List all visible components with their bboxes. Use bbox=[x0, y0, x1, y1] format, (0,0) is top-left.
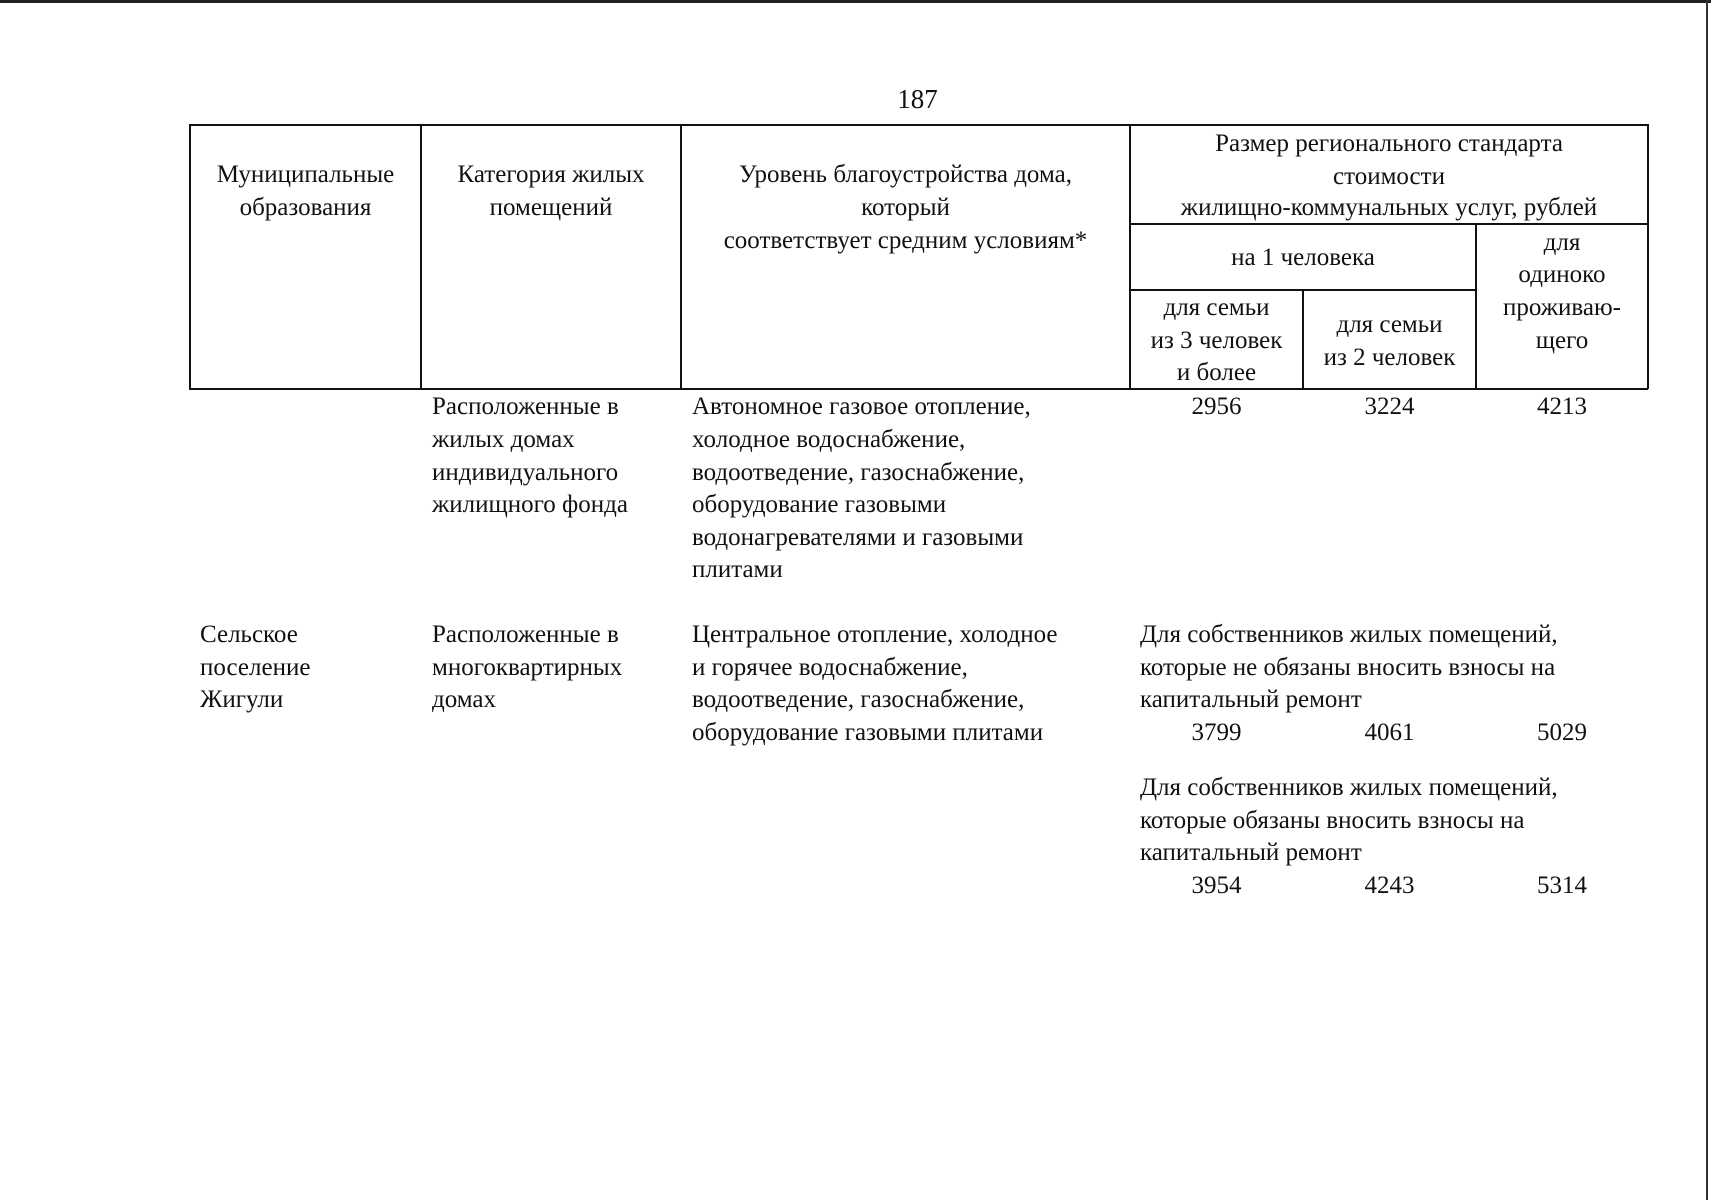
header-single-line4: щего bbox=[1535, 327, 1589, 354]
row2-municipality-line3: Жигули bbox=[200, 686, 284, 713]
row2-amenities-line1: Центральное отопление, холодное bbox=[692, 621, 1058, 648]
header-family3-line2: из 3 человек bbox=[1150, 327, 1283, 354]
row2-category-line2: многоквартирных bbox=[432, 654, 623, 681]
scan-right-edge bbox=[1706, 0, 1708, 1200]
row2-note-a-line2: которые не обязаны вносить взносы на bbox=[1140, 654, 1556, 681]
header-border-right bbox=[1647, 124, 1649, 389]
row1-amenities-line1: Автономное газовое отопление, bbox=[692, 393, 1031, 420]
header-standard-line1: Размер регионального стандарта bbox=[1215, 130, 1563, 157]
row2-amenities-line4: оборудование газовыми плитами bbox=[692, 719, 1044, 746]
row1-amenities-line3: водоотведение, газоснабжение, bbox=[692, 459, 1025, 486]
row2-value-a-single: 5029 bbox=[1537, 719, 1587, 746]
row1-amenities-line2: холодное водоснабжение, bbox=[692, 426, 966, 453]
header-category-line2: помещений bbox=[489, 194, 613, 221]
header-standard-line3: жилищно-коммунальных услуг, рублей bbox=[1180, 194, 1598, 221]
row2-note-a-line1: Для собственников жилых помещений, bbox=[1140, 621, 1558, 648]
row1-category-line2: жилых домах bbox=[432, 426, 575, 453]
row2-municipality-line1: Сельское bbox=[200, 621, 298, 648]
row2-value-b-family3: 3954 bbox=[1191, 872, 1242, 899]
header-single-line1: для bbox=[1543, 229, 1581, 256]
row1-amenities-line4: оборудование газовыми bbox=[692, 491, 947, 518]
row2-note-b-line3: капитальный ремонт bbox=[1140, 839, 1362, 866]
header-municipalities-line2: образования bbox=[239, 194, 372, 221]
header-amenities-line3: соответствует средним условиям* bbox=[723, 227, 1088, 254]
row2-value-a-family2: 4061 bbox=[1364, 719, 1415, 746]
row2-note-b-line2: которые обязаны вносить взносы на bbox=[1140, 807, 1525, 834]
row2-amenities-line2: и горячее водоснабжение, bbox=[692, 654, 968, 681]
header-standard-line2: стоимости bbox=[1333, 163, 1445, 190]
row1-amenities-line5: водонагревателями и газовыми bbox=[692, 524, 1024, 551]
header-family3-line1: для семьи bbox=[1163, 294, 1270, 321]
header-municipalities-line1: Муниципальные bbox=[216, 161, 395, 188]
row2-municipality-line2: поселение bbox=[200, 654, 311, 681]
header-category-line1: Категория жилых bbox=[457, 161, 645, 188]
row1-value-single: 4213 bbox=[1537, 393, 1587, 420]
row1-category-line3: индивидуального bbox=[432, 459, 619, 486]
row2-category-line1: Расположенные в bbox=[432, 621, 619, 648]
row1-value-family2: 3224 bbox=[1364, 393, 1415, 420]
row2-category-line3: домах bbox=[432, 686, 496, 713]
row2-amenities-line3: водоотведение, газоснабжение, bbox=[692, 686, 1025, 713]
row1-amenities-line6: плитами bbox=[692, 556, 783, 583]
header-amenities-line1: Уровень благоустройства дома, bbox=[739, 161, 1072, 188]
header-per-person: на 1 человека bbox=[1231, 244, 1375, 271]
row2-note-a-line3: капитальный ремонт bbox=[1140, 686, 1362, 713]
header-amenities-line2: который bbox=[861, 194, 950, 221]
page-number: 187 bbox=[897, 84, 938, 114]
header-single-line2: одиноко bbox=[1518, 261, 1606, 288]
row1-value-family3: 2956 bbox=[1191, 393, 1242, 420]
row2-value-a-family3: 3799 bbox=[1191, 719, 1242, 746]
row1-category-line4: жилищного фонда bbox=[432, 491, 628, 518]
header-single-line3: проживаю- bbox=[1503, 294, 1621, 321]
scan-top-edge bbox=[0, 0, 1711, 3]
header-family2-line2: из 2 человек bbox=[1323, 344, 1456, 371]
row1-category-line1: Расположенные в bbox=[432, 393, 619, 420]
row2-value-b-single: 5314 bbox=[1537, 872, 1587, 899]
row2-note-b-line1: Для собственников жилых помещений, bbox=[1140, 774, 1558, 801]
header-family2-line1: для семьи bbox=[1336, 311, 1443, 338]
row2-value-b-family2: 4243 bbox=[1364, 872, 1415, 899]
header-top-border bbox=[189, 124, 1648, 126]
header-family3-line3: и более bbox=[1176, 359, 1257, 386]
